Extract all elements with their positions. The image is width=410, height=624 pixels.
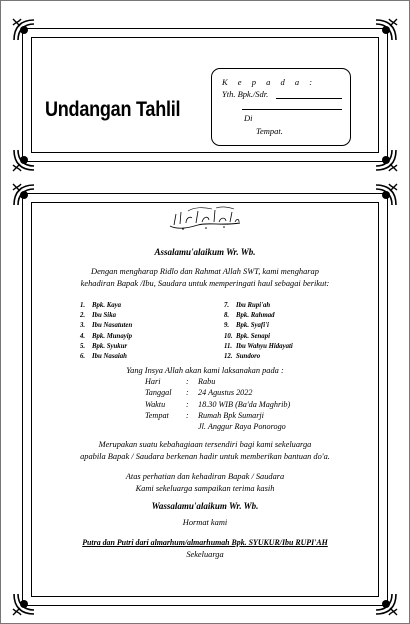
paragraph-line: Kami sekeluarga sampaikan terima kasih — [135, 484, 275, 493]
detail-colon: : — [186, 399, 189, 409]
di-label: Di — [244, 113, 253, 123]
corner-ornament-icon — [11, 147, 37, 173]
detail-label: Tanggal — [145, 388, 172, 398]
item-number: 11. — [224, 342, 233, 350]
list-item — [80, 312, 132, 322]
paragraph-line: Merupakan suatu kebahagiaan tersendiri bagi kami sekeluarga — [98, 440, 312, 449]
detail-value: Rabu — [198, 377, 216, 386]
item-number: 10. — [224, 332, 233, 340]
corner-ornament-icon — [373, 147, 399, 173]
detail-value: Jl. Anggur Raya Ponorogo — [198, 422, 286, 432]
item-number: 2. — [80, 312, 86, 320]
corner-ornament-icon — [11, 591, 37, 617]
person-name: Ibu Nasatuten — [92, 322, 133, 330]
schedule-intro: Yang Insya Allah akan kami laksanakan pada : — [126, 366, 284, 375]
names-list-right — [224, 302, 293, 363]
list-item — [80, 343, 132, 353]
closing-paragraph-2 — [30, 471, 380, 495]
yth-label: Yth. Bpk./Sdr. — [222, 89, 269, 99]
person-name: Ibu Wahyu Hidayati — [236, 342, 293, 350]
item-number: 7. — [224, 302, 230, 309]
intro-line: Dengan mengharap Ridlo dan Rahmat Allah SWT, kami mengharap — [91, 267, 319, 276]
detail-value: 24 Agustus 2022 — [198, 388, 253, 398]
corner-ornament-icon — [373, 17, 399, 43]
closing-greeting: Wassalamu'alaikum Wr. Wb. — [151, 501, 259, 511]
person-name: Bpk. Syafi'i — [236, 322, 269, 330]
detail-label: Tempat — [145, 410, 169, 420]
opening-greeting: Assalamu'alaikum Wr. Wb. — [154, 247, 256, 257]
item-number: 1. — [80, 302, 86, 309]
recipient-line — [276, 98, 342, 99]
person-name: Bpk. Senapi — [236, 332, 270, 340]
list-item — [224, 333, 293, 343]
person-name: Sundoro — [236, 352, 261, 360]
person-name: Ibu Nasaiah — [92, 352, 127, 360]
list-item — [80, 322, 132, 332]
family-signature: Sekeluarga — [186, 550, 224, 559]
detail-colon: : — [186, 410, 189, 420]
paragraph-line: apabila Bapak / Saudara berkenan hadir untuk memberikan bantuan do'a. — [80, 452, 330, 461]
names-list-left — [80, 302, 132, 363]
detail-value: Rumah Bpk Sumarji — [198, 410, 264, 420]
person-name: Ibu Sika — [92, 312, 116, 320]
person-name: Bpk. Syukur — [92, 342, 128, 350]
closing-paragraph-1 — [30, 439, 380, 463]
list-item — [224, 322, 293, 332]
recipient-line-2 — [242, 109, 342, 110]
corner-ornament-icon — [373, 591, 399, 617]
list-item — [224, 312, 293, 322]
intro-line: kehadiran Bapak /Ibu, Saudara untuk memperingati haul sebagai berikut: — [80, 279, 330, 289]
item-number: 12. — [224, 352, 233, 360]
item-number: 9. — [224, 322, 230, 330]
item-number: 4. — [80, 332, 86, 340]
corner-ornament-icon — [11, 182, 37, 208]
item-number: 3. — [80, 322, 86, 330]
paragraph-line: Atas perhatian dan kehadiran Bapak / Saudara — [125, 472, 285, 481]
item-number: 6. — [80, 352, 86, 360]
corner-ornament-icon — [373, 182, 399, 208]
list-item — [224, 353, 293, 363]
list-item — [80, 333, 132, 343]
person-name: Bpk. Rahmad — [236, 312, 275, 320]
bismillah-calligraphy-icon — [168, 206, 242, 232]
person-name: Bpk. Munayip — [92, 332, 133, 340]
item-number: 8. — [224, 312, 230, 320]
list-item — [80, 302, 132, 312]
detail-value: 18.30 WIB (Ba'da Maghrib) — [198, 399, 291, 409]
detail-label: Waktu — [145, 399, 166, 409]
detail-label: Hari — [145, 377, 161, 386]
tempat-label: Tempat. — [256, 126, 283, 136]
intro-paragraph — [30, 266, 380, 291]
detail-colon: : — [186, 377, 189, 386]
list-item — [224, 302, 293, 312]
list-item — [224, 343, 293, 353]
item-number: 5. — [80, 342, 86, 350]
invitation-title: Undangan Tahlil — [45, 98, 181, 121]
regards-text: Hormat kami — [182, 518, 228, 527]
kepada-label: K e p a d a : — [222, 77, 317, 87]
person-name: Bpk. Kaya — [92, 302, 122, 309]
detail-colon: : — [186, 388, 189, 398]
corner-ornament-icon — [11, 17, 37, 43]
person-name: Ibu Rupi'ah — [236, 302, 271, 309]
list-item — [80, 353, 132, 363]
host-family-line: Putra dan Putri dari almarhum/almarhumah Bpk. SYUKUR/Ibu RUPI'AH — [82, 538, 328, 547]
address-box — [211, 68, 351, 146]
